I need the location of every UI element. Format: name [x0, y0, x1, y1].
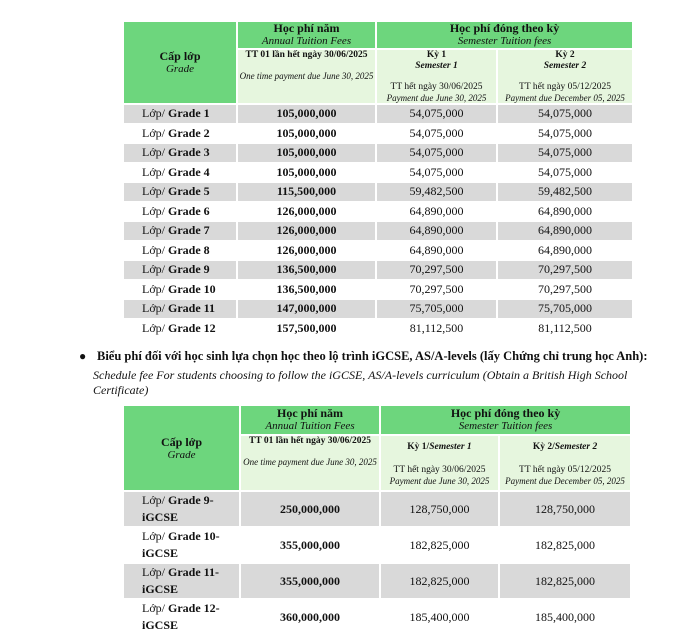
semester1-fee-cell: 182,825,000 [381, 528, 498, 562]
annual-fee-cell: 147,000,000 [238, 300, 375, 318]
tuition-table-igcse [122, 404, 632, 636]
grade-prefix: Lớp/ [142, 164, 169, 179]
semester-header-vi-2: Học phí đóng theo kỳ [450, 406, 561, 420]
grade-name: Grade 8 [168, 242, 210, 257]
semester1-fee-cell: 70,297,500 [377, 261, 496, 279]
annual-sub-vi-2: TT 01 lần hết ngày 30/06/2025 [248, 436, 372, 446]
semester-fee-header [377, 22, 632, 48]
tuition-table-standard [122, 20, 634, 339]
semester2-fee-cell: 70,297,500 [498, 261, 632, 279]
semester2-fee-cell: 182,825,000 [500, 564, 630, 598]
table-row [124, 164, 632, 182]
table-row [124, 564, 630, 598]
grade-cell [124, 222, 236, 240]
semester1-fee-cell: 81,112,500 [377, 320, 496, 338]
grade-name: Grade 6 [168, 203, 210, 218]
grade-prefix: Lớp/ [142, 565, 169, 579]
annual-fee-cell: 105,000,000 [238, 105, 375, 123]
table-row [124, 144, 632, 162]
grade-prefix: Lớp/ [142, 184, 169, 199]
grade-cell [124, 564, 239, 598]
sem1-sub-en: Semester 1 [415, 61, 458, 71]
grade-prefix: Lớp/ [142, 223, 169, 238]
annual-payment-subheader [238, 50, 375, 103]
sem2-sub-en: Semester 2 [543, 61, 587, 71]
grade-cell [124, 600, 239, 634]
annual-fee-cell: 115,500,000 [238, 183, 375, 201]
grade-cell [124, 125, 236, 143]
semester1-fee-cell: 70,297,500 [377, 281, 496, 299]
grade-cell [124, 144, 236, 162]
grade-cell [124, 528, 239, 562]
sem2-sub-en-2: Semester 2 [554, 442, 598, 452]
table-row [124, 492, 630, 526]
semester1-fee-cell: 75,705,000 [377, 300, 496, 318]
grade-cell [124, 105, 236, 123]
table-row [124, 203, 632, 221]
grade-column-header [124, 22, 236, 103]
grade-prefix: Lớp/ [142, 106, 169, 121]
annual-fee-cell: 105,000,000 [238, 164, 375, 182]
annual-fee-cell: 355,000,000 [241, 564, 379, 598]
grade-prefix: Lớp/ [142, 262, 169, 277]
grade-name: Grade 9-iGCSE [142, 493, 214, 524]
grade-name: Grade 7 [168, 223, 210, 238]
annual-fee-cell: 157,500,000 [238, 320, 375, 338]
semester1-fee-cell: 64,890,000 [377, 242, 496, 260]
annual-header-en-2: Annual Tuition Fees [265, 420, 355, 432]
semester1-fee-cell: 59,482,500 [377, 183, 496, 201]
grade-name: Grade 4 [168, 164, 210, 179]
sem1-due-vi: TT hết ngày 30/06/2025 [390, 82, 483, 92]
table-row [124, 183, 632, 201]
grade-prefix: Lớp/ [142, 203, 169, 218]
table-row [124, 281, 632, 299]
semester2-fee-cell: 70,297,500 [498, 281, 632, 299]
semester2-fee-cell: 54,075,000 [498, 144, 632, 162]
grade-cell [124, 281, 236, 299]
semester1-fee-cell: 54,075,000 [377, 144, 496, 162]
grade-prefix: Lớp/ [142, 529, 169, 543]
semester1-fee-cell: 185,400,000 [381, 600, 498, 634]
semester1-subheader [377, 50, 496, 103]
grade-name: Grade 1 [168, 106, 210, 121]
semester-header-en-2: Semester Tuition fees [458, 420, 553, 432]
grade-name: Grade 2 [168, 125, 210, 140]
semester-fee-header-2 [381, 406, 630, 434]
grade-header-en: Grade [165, 63, 195, 75]
grade-cell [124, 203, 236, 221]
semester-header-vi: Học phí đóng theo kỳ [449, 22, 560, 35]
grade-name: Grade 10-iGCSE [142, 529, 220, 560]
semester2-fee-cell: 59,482,500 [498, 183, 632, 201]
annual-fee-cell: 105,000,000 [238, 144, 375, 162]
sem2-sub-vi: Kỳ 2 [555, 50, 575, 60]
semester2-fee-cell: 64,890,000 [498, 242, 632, 260]
grade-cell [124, 320, 236, 338]
annual-header-en: Annual Tuition Fees [261, 35, 352, 47]
bullet-text: Biểu phí đối với học sinh lựa chọn học theo lộ trình iGCSE, AS/A-levels (lấy Chứng chỉ trung học Anh): [97, 349, 648, 363]
table-row [124, 261, 632, 279]
grade-cell [124, 183, 236, 201]
grade-name: Grade 9 [168, 262, 210, 277]
semester1-fee-cell: 182,825,000 [381, 564, 498, 598]
table1-body [124, 105, 632, 337]
semester2-fee-cell: 128,750,000 [500, 492, 630, 526]
semester2-fee-cell: 182,825,000 [500, 528, 630, 562]
semester2-fee-cell: 54,075,000 [498, 164, 632, 182]
annual-sub-vi: TT 01 lần hết ngày 30/06/2025 [245, 50, 368, 60]
semester1-fee-cell: 64,890,000 [377, 222, 496, 240]
annual-fee-cell: 136,500,000 [238, 261, 375, 279]
bullet-icon: ● [79, 349, 87, 363]
sem1-sub-en-2: Semester 1 [429, 442, 472, 452]
grade-name: Grade 11 [168, 301, 216, 316]
annual-fee-cell: 355,000,000 [241, 528, 379, 562]
sem1-sub-vi: Kỳ 1 [426, 50, 447, 60]
igcse-section-heading [79, 349, 648, 364]
grade-prefix: Lớp/ [142, 493, 169, 507]
annual-fee-cell: 250,000,000 [241, 492, 379, 526]
grade-name: Grade 12 [168, 320, 216, 335]
annual-fee-cell: 105,000,000 [238, 125, 375, 143]
semester1-fee-cell: 54,075,000 [377, 105, 496, 123]
annual-fee-cell: 126,000,000 [238, 203, 375, 221]
sem2-due-en: Payment due December 05, 2025 [505, 93, 625, 103]
grade-prefix: Lớp/ [142, 601, 169, 615]
grade-header-vi: Cấp lớp [159, 49, 201, 63]
table-row [124, 125, 632, 143]
table-row [124, 242, 632, 260]
grade-cell [124, 164, 236, 182]
semester2-subheader [498, 50, 632, 103]
grade-name: Grade 3 [168, 145, 210, 160]
semester2-fee-cell: 64,890,000 [498, 222, 632, 240]
semester-header-en: Semester Tuition fees [457, 35, 552, 47]
grade-prefix: Lớp/ [142, 320, 169, 335]
sem1-due-en: Payment due June 30, 2025 [386, 93, 487, 103]
sem2-due-vi-2: TT hết ngày 05/12/2025 [519, 465, 611, 475]
table-row [124, 222, 632, 240]
annual-header-vi-2: Học phí năm [276, 406, 343, 420]
table2-body [124, 492, 630, 634]
semester2-fee-cell: 54,075,000 [498, 125, 632, 143]
grade-cell [124, 261, 236, 279]
annual-fee-cell: 126,000,000 [238, 242, 375, 260]
grade-cell [124, 492, 239, 526]
annual-fee-header [238, 22, 375, 48]
semester2-fee-cell: 64,890,000 [498, 203, 632, 221]
grade-prefix: Lớp/ [142, 125, 169, 140]
sem2-due-vi: TT hết ngày 05/12/2025 [519, 82, 611, 92]
semester1-subheader-2 [381, 436, 498, 490]
grade-name: Grade 5 [168, 184, 210, 199]
semester1-fee-cell: 64,890,000 [377, 203, 496, 221]
annual-fee-cell: 126,000,000 [238, 222, 375, 240]
grade-prefix: Lớp/ [142, 281, 169, 296]
table-row [124, 105, 632, 123]
table-row [124, 320, 632, 338]
annual-payment-subheader-2 [241, 436, 379, 490]
igcse-section-description: Schedule fee For students choosing to follow the iGCSE, AS/A-levels curriculum (Obtain a British High School Certificate) [93, 368, 628, 397]
table-row [124, 528, 630, 562]
grade-prefix: Lớp/ [142, 145, 169, 160]
grade-cell [124, 300, 236, 318]
sem2-due-en-2: Payment due December 05, 2025 [505, 476, 625, 486]
sem1-due-en-2: Payment due June 30, 2025 [389, 476, 490, 486]
annual-fee-header-2 [241, 406, 379, 434]
sem1-due-vi-2: TT hết ngày 30/06/2025 [393, 465, 486, 475]
semester2-subheader-2 [500, 436, 630, 490]
annual-sub-en: One time payment due June 30, 2025 [239, 71, 374, 81]
semester2-fee-cell: 54,075,000 [498, 105, 632, 123]
annual-sub-en-2: One time payment due June 30, 2025 [243, 457, 377, 467]
semester1-fee-cell: 54,075,000 [377, 164, 496, 182]
sem1-sub-vi-2: Kỳ 1/ [407, 442, 430, 452]
grade-prefix: Lớp/ [142, 301, 169, 316]
semester1-fee-cell: 54,075,000 [377, 125, 496, 143]
grade-name: Grade 10 [168, 281, 216, 296]
semester2-fee-cell: 75,705,000 [498, 300, 632, 318]
annual-fee-cell: 360,000,000 [241, 600, 379, 634]
table-row [124, 600, 630, 634]
grade-column-header-2 [124, 406, 239, 490]
semester2-fee-cell: 81,112,500 [498, 320, 632, 338]
semester2-fee-cell: 185,400,000 [500, 600, 630, 634]
semester1-fee-cell: 128,750,000 [381, 492, 498, 526]
grade-name: Grade 12-iGCSE [142, 601, 220, 632]
table-row [124, 300, 632, 318]
grade-cell [124, 242, 236, 260]
annual-header-vi: Học phí năm [273, 22, 340, 35]
grade-header-en-2: Grade [167, 448, 196, 461]
sem2-sub-vi-2: Kỳ 2/ [532, 442, 555, 452]
grade-header-vi-2: Cấp lớp [161, 434, 202, 449]
annual-fee-cell: 136,500,000 [238, 281, 375, 299]
grade-name: Grade 11-iGCSE [142, 565, 220, 596]
grade-prefix: Lớp/ [142, 242, 169, 257]
